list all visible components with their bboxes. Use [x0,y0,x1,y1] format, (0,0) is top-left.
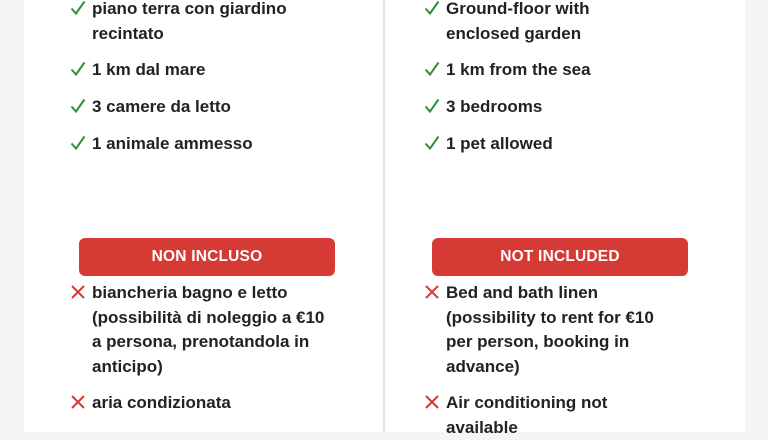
not-included-item [424,391,644,440]
included-item [424,95,684,120]
included-item [424,0,642,46]
not-included-badge: NOT INCLUDED [432,238,688,276]
cross-icon [70,281,92,300]
included-item [70,132,330,157]
cross-icon [70,391,92,410]
check-icon [70,58,92,77]
included-item-text: piano terra con giardino recintato [92,0,287,43]
included-item [70,0,330,46]
included-item [70,95,330,120]
included-item [424,58,684,83]
check-icon [424,132,446,151]
not-included-item-text: aria condizionata [92,393,231,412]
not-included-item-text: Bed and bath linen (possibility to rent for €10 per person, booking in advance) [446,283,654,376]
check-icon [424,0,446,16]
not-included-item-text: biancheria bagno e letto (possibilità di noleggio a €10 a persona, prenotandola in anticipo) [92,283,325,376]
included-item-text: 1 km from the sea [446,60,591,79]
cross-icon [424,391,446,410]
check-icon [424,58,446,77]
included-item-text: 3 bedrooms [446,97,543,116]
check-icon [424,95,446,114]
not-included-item-text: Air conditioning not available [446,393,608,437]
included-item-text: 1 pet allowed [446,134,553,153]
check-icon [70,132,92,151]
included-item [424,132,684,157]
included-item [70,58,330,83]
included-item-text: 1 km dal mare [92,60,206,79]
cross-icon [424,281,446,300]
not-included-item [424,281,684,379]
included-item-text: 3 camere da letto [92,97,231,116]
not-included-item [70,281,328,379]
included-item-text: Ground-floor with enclosed garden [446,0,590,43]
not-included-item [70,391,328,416]
check-icon [70,95,92,114]
check-icon [70,0,92,16]
not-included-badge: NON INCLUSO [79,238,335,276]
included-item-text: 1 animale ammesso [92,134,253,153]
